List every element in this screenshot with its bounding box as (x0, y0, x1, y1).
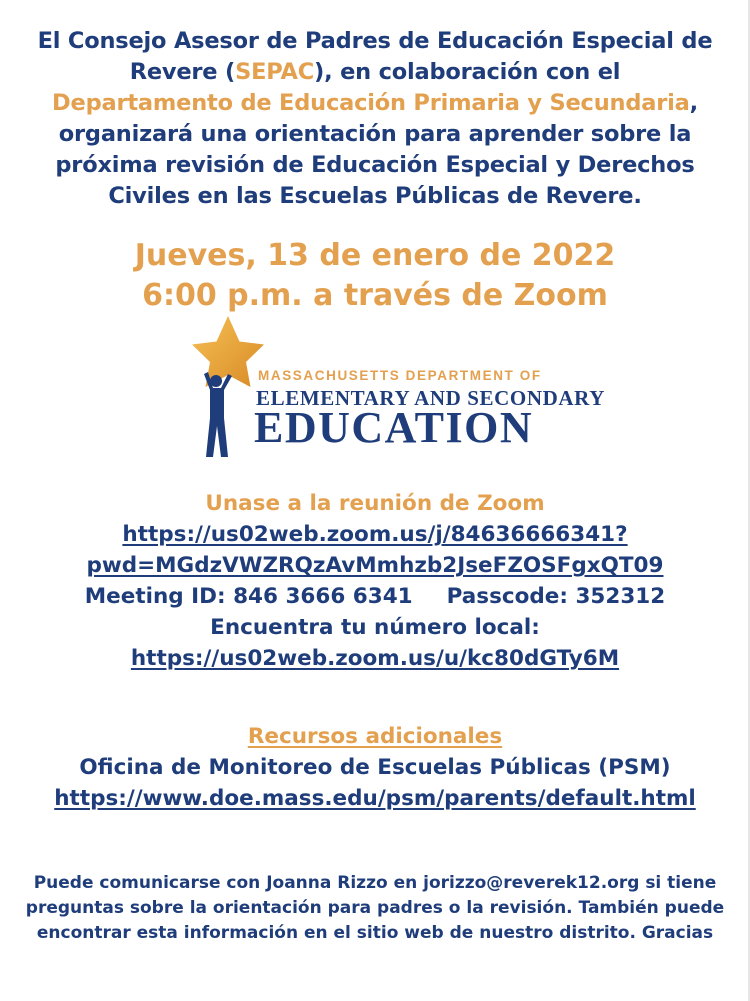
local-number-link[interactable]: https://us02web.zoom.us/u/kc80dGTy6M (130, 646, 620, 671)
dese-logo (186, 314, 605, 460)
zoom-link-line-1[interactable]: https://us02web.zoom.us/j/84636666341? (122, 522, 628, 547)
logo-line-2: ELEMENTARY AND SECONDARY (256, 386, 605, 410)
contact-paragraph: Puede comunicarse con Joanna Rizzo en jorizzo@reverek12.org si tiene preguntas sobre la orientación para padres o la revisión. También puede encontrar esta información en el sitio web de nuestro distrito. Gracias (25, 873, 725, 943)
zoom-heading: Unase a la reunión de Zoom (205, 491, 545, 516)
resources-title: Recursos adicionales (247, 724, 503, 749)
psm-office: Oficina de Monitoreo de Escuelas Públicas (PSM) (79, 755, 671, 780)
logo-line-1: MASSACHUSETTS DEPARTMENT OF (258, 368, 542, 383)
intro-text-1: El Consejo Asesor de Padres de Educación Especial de Revere ( (37, 28, 713, 85)
intro-paragraph (20, 26, 730, 212)
local-number-label: Encuentra tu número local: (210, 615, 540, 640)
psm-link[interactable]: https://www.doe.mass.edu/psm/parents/default.html (54, 786, 696, 811)
zoom-link-line-2[interactable]: pwd=MGdzVWZRQzAvMmhzb2JseFZOSFgxQT09 (86, 553, 664, 578)
event-time: 6:00 p.m. a través de Zoom (142, 278, 608, 313)
person-icon (204, 372, 232, 457)
zoom-link[interactable] (0, 519, 750, 581)
logo-line-3: EDUCATION (254, 403, 534, 452)
intro-text-2: ), en colaboración con el (314, 59, 621, 85)
intro-text-3: , organizará una orientación para aprender sobre la próxima revisión de Educación Especial y Derechos Civiles en las Escuelas Públicas de Revere. (55, 90, 698, 209)
meeting-id: Meeting ID: 846 3666 6341 (84, 584, 413, 609)
sepac-acronym: SEPAC (235, 59, 315, 85)
department-name: Departamento de Educación Primaria y Secundaria (52, 90, 690, 116)
meeting-credentials (0, 581, 750, 612)
event-details (0, 236, 750, 316)
passcode: Passcode: 352312 (446, 584, 666, 609)
event-date: Jueves, 13 de enero de 2022 (134, 238, 616, 273)
zoom-section (0, 488, 750, 674)
resources-section (0, 721, 750, 814)
